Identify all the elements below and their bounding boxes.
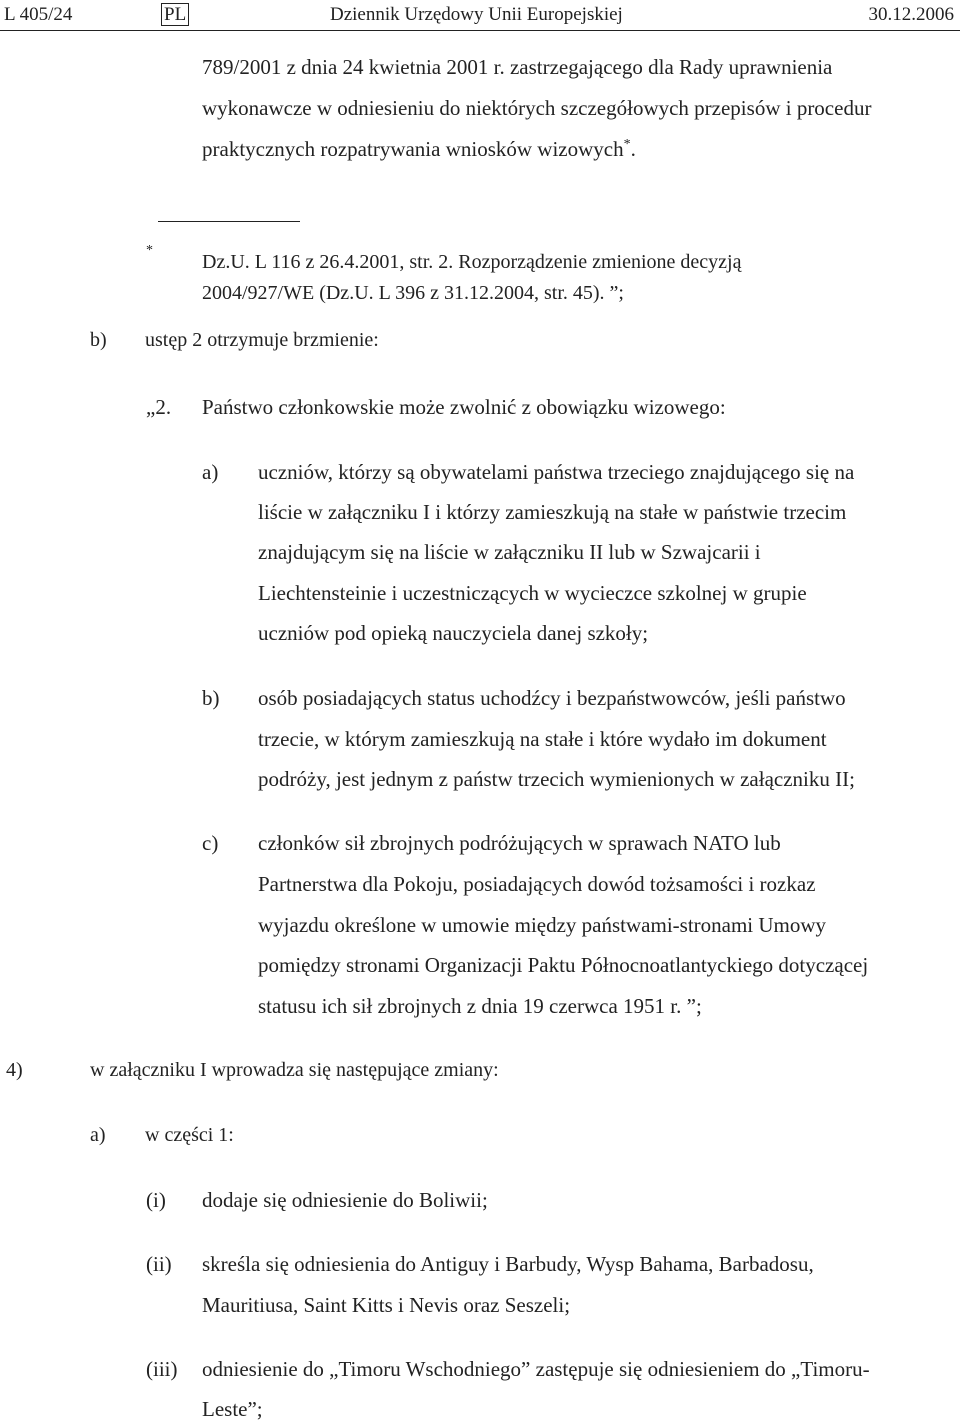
item-b-line: podróży, jest jednym z państw trzecich wymienionych w załączniku II; [258, 767, 855, 791]
footnote-rule [158, 221, 300, 222]
item-a-line: uczniów pod opieką nauczyciela danej szkoły; [258, 621, 649, 645]
journal-title: Dziennik Urzędowy Unii Europejskiej [330, 4, 623, 25]
item-a-line: Liechtensteinie i uczestniczących w wycieczce szkolnej w grupie [258, 581, 807, 605]
intro-line-text: praktycznych rozpatrywania wniosków wizowych [202, 137, 624, 161]
sub-item-iii-line: odniesienie do „Timoru Wschodniego” zastępuje się odniesieniem do „Timoru- [202, 1357, 870, 1381]
item-a-line: uczniów, którzy są obywatelami państwa trzeciego znajdującego się na [258, 460, 855, 484]
sub-item-i-label: (i) [146, 1188, 166, 1212]
sub-item-ii-label: (ii) [146, 1252, 172, 1276]
item-b-line: osób posiadających status uchodźcy i bezpaństwowców, jeśli państwo [258, 686, 846, 710]
para2-label: „2. [146, 395, 172, 419]
intro-line: wykonawcze w odniesieniu do niektórych szczegółowych przepisów i procedur [202, 96, 872, 120]
item-c-label: c) [202, 831, 219, 855]
item-c-line: pomiędzy stronami Organizacji Paktu Północnoatlantyckiego dotyczącej [258, 953, 869, 977]
item-c-line: wyjazdu określone w umowie między państwami-stronami Umowy [258, 913, 827, 937]
para2-text: Państwo członkowskie może zwolnić z obowiązku wizowego: [202, 395, 726, 419]
footnote-marker: * [146, 243, 153, 258]
intro-line [202, 137, 636, 162]
point-4a-label: a) [90, 1124, 106, 1146]
page-reference: L 405/24 [4, 4, 73, 25]
item-a-line: liście w załączniku I i którzy zamieszkują na stałe w państwie trzecim [258, 500, 847, 524]
publication-date: 30.12.2006 [868, 4, 954, 25]
footnote-line: Dz.U. L 116 z 26.4.2001, str. 2. Rozporządzenie zmienione decyzją [202, 251, 742, 273]
language-code-box: PL [161, 3, 189, 26]
sub-item-iii-label: (iii) [146, 1357, 178, 1381]
sub-item-ii-line: skreśla się odniesienia do Antiguy i Barbudy, Wysp Bahama, Barbadosu, [202, 1252, 814, 1276]
sub-item-i-line: dodaje się odniesienie do Boliwii; [202, 1188, 488, 1212]
item-b-line: trzecie, w którym zamieszkują na stałe i które wydało im dokument [258, 727, 827, 751]
item-a-label: a) [202, 460, 219, 484]
sub-item-iii-line: Leste”; [202, 1397, 263, 1421]
item-b-label: b) [202, 686, 220, 710]
point-b-text: ustęp 2 otrzymuje brzmienie: [145, 329, 379, 351]
item-c-line: Partnerstwa dla Pokoju, posiadających dowód tożsamości i rozkaz [258, 872, 816, 896]
sub-item-ii-line: Mauritiusa, Saint Kitts i Nevis oraz Seszeli; [202, 1293, 571, 1317]
item-a-line: znajdującym się na liście w załączniku II lub w Szwajcarii i [258, 540, 761, 564]
intro-line: 789/2001 z dnia 24 kwietnia 2001 r. zastrzegającego dla Rady uprawnienia [202, 55, 833, 79]
point-4a-text: w części 1: [145, 1124, 234, 1146]
header-rule [0, 30, 960, 31]
language-code [161, 4, 189, 26]
point-4-label: 4) [6, 1059, 23, 1081]
intro-end: . [630, 137, 636, 161]
item-c-line: statusu ich sił zbrojnych z dnia 19 czerwca 1951 r. ”; [258, 994, 702, 1018]
point-b-label: b) [90, 329, 107, 351]
footnote-reference: * [623, 137, 631, 152]
footnote-line: 2004/927/WE (Dz.U. L 396 z 31.12.2004, str. 45). ”; [202, 282, 624, 304]
item-c-line: członków sił zbrojnych podróżujących w sprawach NATO lub [258, 831, 781, 855]
point-4-text: w załączniku I wprowadza się następujące zmiany: [90, 1059, 499, 1081]
